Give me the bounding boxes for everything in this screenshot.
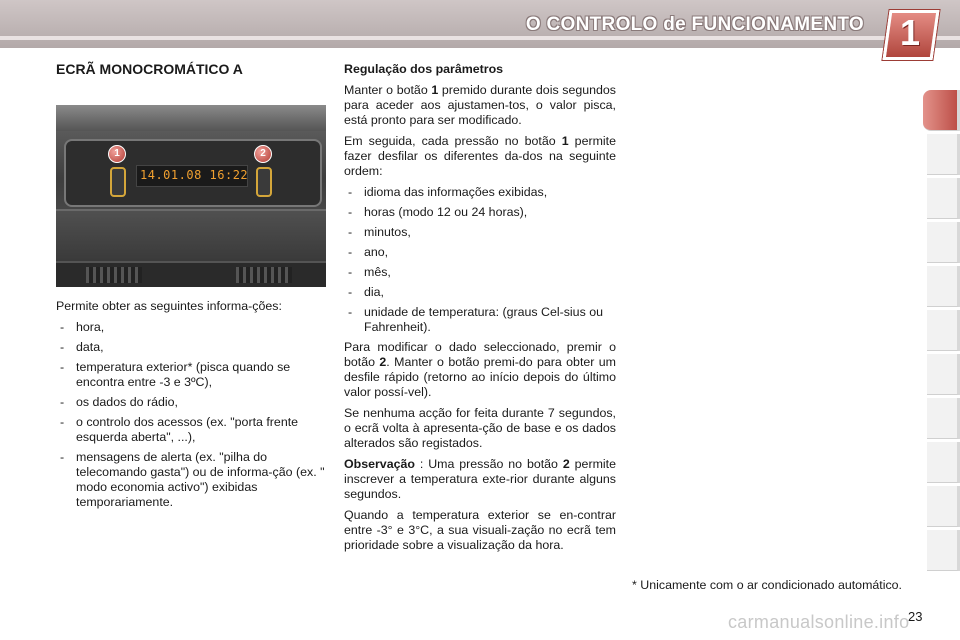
callout-2: 2 — [254, 145, 272, 163]
list-item: - data, — [56, 340, 326, 355]
tab-chapter-4[interactable] — [927, 222, 960, 263]
dashboard-shelf — [56, 209, 326, 261]
tab-chapter-10[interactable] — [927, 486, 960, 527]
list-item: - mês, — [344, 265, 616, 280]
tab-chapter-11[interactable] — [927, 530, 960, 571]
left-column — [56, 62, 326, 515]
watermark: carmanualsonline.info — [728, 612, 910, 632]
chapter-title: O CONTROLO de FUNCIONAMENTO — [525, 14, 864, 35]
header-shine — [0, 36, 960, 40]
air-vent-right — [236, 267, 292, 283]
paragraph-6: Quando a temperatura exterior se en-contrar entre -3° e 3°C, a sua visuali-zação no ecrã tem prioridade sobre a visualização da hora. — [344, 508, 616, 552]
subsection-title: Regulação dos parâmetros — [344, 62, 504, 76]
tab-chapter-1[interactable] — [923, 90, 960, 131]
page-number: 23 — [908, 609, 923, 624]
list-item: - ano, — [344, 245, 616, 260]
right-column — [344, 62, 616, 559]
tab-chapter-9[interactable] — [927, 442, 960, 483]
tab-chapter-2[interactable] — [927, 134, 960, 175]
lcd-readout: 14.01.08 16:22 — [140, 168, 249, 182]
tab-chapter-3[interactable] — [927, 178, 960, 219]
list-item: - horas (modo 12 ou 24 horas), — [344, 205, 616, 220]
callout-1: 1 — [108, 145, 126, 163]
list-item: - hora, — [56, 320, 326, 335]
footnote-text: Unicamente com o ar condicionado automático. — [640, 578, 903, 592]
paragraph-2: Em seguida, cada pressão no botão 1 permite fazer desfilar os diferentes da-dos na seguinte ordem: — [344, 134, 616, 178]
chapter-number: 1 — [899, 12, 921, 53]
settings-list — [344, 185, 616, 335]
chapter-tabs — [926, 70, 960, 570]
info-list — [56, 320, 326, 510]
tab-chapter-8[interactable] — [927, 398, 960, 439]
paragraph-1: Manter o botão 1 premido durante dois segundos para aceder aos ajustamen-tos, o valor pisca, está pronto para ser modificado. — [344, 83, 616, 127]
list-item: - unidade de temperatura: (graus Cel-sius ou Fahrenheit). — [344, 305, 616, 335]
paragraph-4: Se nenhuma acção for feita durante 7 segundos, o ecrã volta à apresenta-ção de base e os dados alterados são registados. — [344, 406, 616, 450]
tab-chapter-7[interactable] — [927, 354, 960, 395]
section-title: ECRÃ MONOCROMÁTICO A — [56, 61, 243, 77]
tab-chapter-6[interactable] — [927, 310, 960, 351]
paragraph-5: Observação : Uma pressão no botão 2 permite inscrever a temperatura exte-rior durante alguns segundos. — [344, 457, 616, 501]
air-vent-left — [86, 267, 142, 283]
list-item: - os dados do rádio, — [56, 395, 326, 410]
list-item: - temperatura exterior* (pisca quando se encontra entre -3 e 3ºC), — [56, 360, 326, 390]
button-2 — [256, 167, 272, 197]
list-item: - dia, — [344, 285, 616, 300]
list-item: - mensagens de alerta (ex. "pilha do telecomando gasta") ou de informa-ção (ex. " modo economia activo") exibidas temporariamente. — [56, 450, 326, 510]
button-1 — [110, 167, 126, 197]
page-header — [0, 0, 960, 53]
list-item: - minutos, — [344, 225, 616, 240]
list-item: - o controlo dos acessos (ex. "porta frente esquerda aberta", ...), — [56, 415, 326, 445]
paragraph-3: Para modificar o dado seleccionado, premir o botão 2. Manter o botão premi-do para obter um desfile rápido (retorno ao início depois do último valor possí-vel). — [344, 340, 616, 399]
tab-chapter-5[interactable] — [927, 266, 960, 307]
intro-text: Permite obter as seguintes informa-ções: — [56, 299, 282, 313]
list-item: - idioma das informações exibidas, — [344, 185, 616, 200]
footnote-marker: * — [632, 578, 637, 592]
footnote — [632, 578, 912, 593]
display-illustration — [56, 105, 326, 287]
